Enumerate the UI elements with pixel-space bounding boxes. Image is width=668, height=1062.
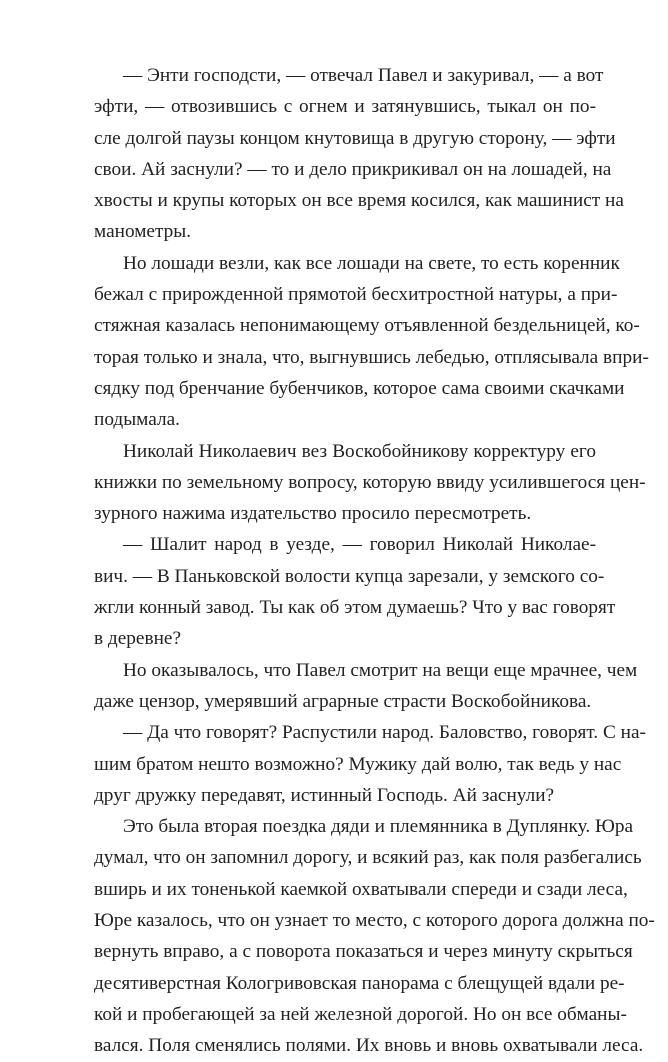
text-line: бежал с прирожденной прямотой бесхитростной натуры, а при- [94,284,618,306]
text-line: Николай Николаевич вез Воскобойникову корректуру его [123,440,596,462]
text-line: вался. Поля сменялись полями. Их вновь и вновь охватывали леса. [94,1035,644,1057]
text-line: друг дружку передавят, истинный Господь. Ай заснули? [94,784,555,806]
text-line: стяжная казалась непонимающему отъявленной бездельницей, ко- [94,315,640,337]
text-line: сле долгой паузы концом кнутовища в другую сторону, — эфти [94,127,616,149]
text-line: Но лошади везли, как все лошади на свете, то есть коренник [123,252,620,274]
text-line: книжки по земельному вопросу, которую ввиду усилившегося цен- [94,471,646,493]
text-line: зурного нажима издательство просило пересмотреть. [94,503,532,525]
text-line: — Энти господсти, — отвечал Павел и закуривал, — а вот [123,65,604,86]
text-line: подымала. [94,409,180,431]
text-line: Но оказывалось, что Павел смотрит на вещи еще мрачнее, чем [123,659,638,681]
text-line: в деревне? [94,628,182,650]
text-line: Это была вторая поездка дяди и племянника в Дуплянку. Юра [123,816,634,838]
text-line: хвосты и крупы которых он все время косился, как машинист на [94,190,624,212]
text-line: свои. Ай заснули? — то и дело прикрикивал он на лошадей, на [94,158,612,180]
text-line: эфти, — отвозившись с огнем и затянувшись, тыкал он по- [94,96,596,118]
text-line: кой и пробегающей за ней железной дорогой. Но он все обманы- [94,1003,627,1025]
text-line: вширь и их тоненькой каемкой охватывали спереди и сзади леса, [94,878,628,900]
text-line: Юре казалось, что он узнает то место, с которого дорога должна по- [94,910,655,932]
text-line: — Шалит народ в уезде, — говорил Николай Николае- [123,534,596,556]
text-line: десятиверстная Кологривовская панорама с блещущей вдали ре- [94,972,625,994]
text-line: манометры. [94,221,192,243]
text-line: — Да что говорят? Распустили народ. Баловство, говорят. С на- [123,722,646,744]
body-text [94,60,655,1062]
text-line: даже цензор, умерявший аграрные страсти Воскобойникова. [94,690,592,712]
text-line: вернуть вправо, а с поворота показаться и через минуту скрыться [94,941,633,963]
text-line: торая только и знала, что, выгнувшись лебедью, отплясывала впри- [94,346,649,368]
text-line: вич. — В Паньковской волости купца зарезали, у земского со- [94,565,605,587]
text-line: жгли конный завод. Ты как об этом думаешь? Что у вас говорят [94,597,616,619]
text-line: думал, что он запомнил дорогу, и всякий раз, как поля разбегались [94,847,642,869]
text-line: шим братом нешто возможно? Мужику дай волю, так ведь у нас [94,753,622,775]
text-line: сядку под бренчание бубенчиков, которое сама своими скачками [94,377,625,399]
